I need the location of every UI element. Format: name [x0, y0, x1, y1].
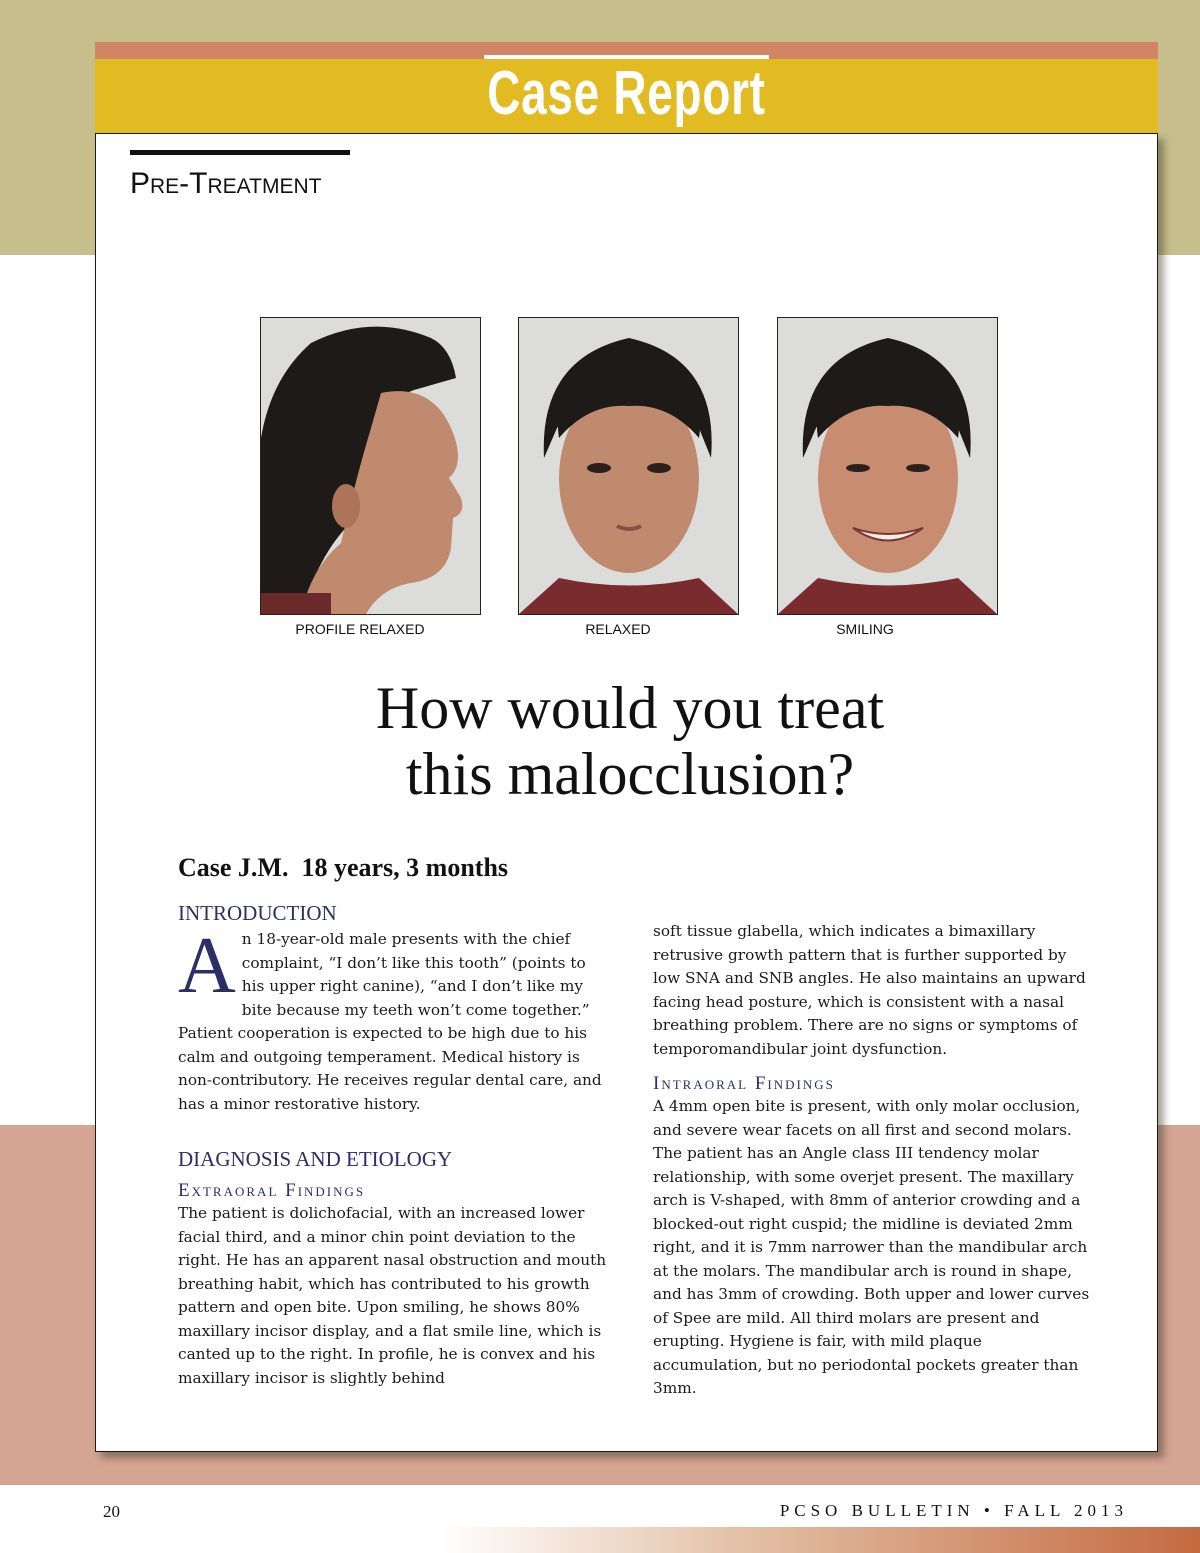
- left-column: [178, 900, 608, 1390]
- extraoral-continued-text: soft tissue glabella, which indicates a bimaxillary retrusive growth pattern that is further supported by low SNA and SNB angles. He also maintains an upward facing head posture, which is consistent with a nasal breathing problem. There are no signs or symptoms of temporomandibular joint dysfunction.: [653, 922, 1086, 1058]
- photo-smiling: [777, 317, 998, 615]
- page-number: 20: [103, 1502, 120, 1521]
- introduction-paragraph: [178, 922, 608, 1116]
- intraoral-text: A 4mm open bite is present, with only molar occlusion, and severe wear facets on all first and second molars. The patient has an Angle class III tendency molar relationship, with some overjet present. The maxillary arch is V-shaped, with 8mm of anterior crowding and a blocked-out right cuspid; the midline is deviated 2mm right, and it is 7mm narrower than the mandibular arch at the molars. The mandibular arch is round in shape, and has 3mm of crowding. Both upper and lower curves of Spee are mild. All third molars are present and erupting. Hygiene is fair, with mild plaque accumulation, but no periodontal pockets greater than 3mm.: [653, 1097, 1090, 1397]
- drop-cap: A: [178, 922, 236, 1010]
- caption-profile-relaxed: PROFILE RELAXED: [295, 621, 425, 637]
- header-title: Case Report: [484, 55, 768, 128]
- headline-line-1: How would you treat: [375, 675, 885, 741]
- caption-relaxed: RELAXED: [585, 621, 651, 637]
- photo-relaxed: [518, 317, 739, 615]
- footer-gradient-bar: [440, 1527, 1200, 1553]
- photo-profile-relaxed: [260, 317, 481, 615]
- introduction-text: n 18-year-old male presents with the chief complaint, “I don’t like this tooth” (points to his upper right canine), “and I don’t like my bite because my teeth won’t come together.” Patient cooperation is expected to be high due to his calm and outgoing temperament. Medical history is non-contributory. He receives regular dental care, and has a minor restorative history.: [178, 930, 602, 1113]
- right-column: [653, 920, 1096, 1401]
- extraoral-heading: Extraoral Findings: [178, 1180, 366, 1201]
- headline-line-2: this malocclusion?: [405, 741, 855, 807]
- header-bar: [95, 59, 1158, 133]
- section-rule: [130, 150, 350, 155]
- section-title: Pre-Treatment: [130, 167, 322, 200]
- caption-smiling: SMILING: [836, 621, 894, 637]
- publication-footer: PCSO BULLETIN • FALL 2013: [779, 1501, 1128, 1520]
- case-title: Case J.M. 18 years, 3 months: [178, 853, 509, 882]
- introduction-heading: INTRODUCTION: [178, 901, 337, 925]
- headline: [280, 675, 980, 807]
- diagnosis-heading: DIAGNOSIS AND ETIOLOGY: [178, 1147, 453, 1171]
- extraoral-text: The patient is dolichofacial, with an increased lower facial third, and a minor chin point deviation to the right. He has an apparent nasal obstruction and mouth breathing habit, which has contributed to his growth pattern and open bite. Upon smiling, he shows 80% maxillary incisor display, and a flat smile line, which is canted up to the right. In profile, he is convex and his maxillary incisor is slightly behind: [178, 1204, 607, 1387]
- intraoral-heading: Intraoral Findings: [653, 1073, 835, 1094]
